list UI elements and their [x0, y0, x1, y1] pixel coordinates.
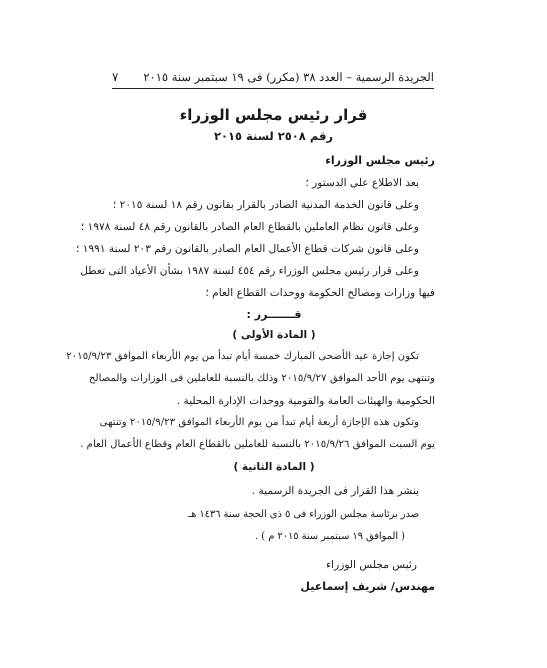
article1-line: الحكومية والهيئات العامة والقومية ووحدات الإدارة المحلية .: [176, 395, 435, 407]
preamble-line: وعلى قانون نظام العاملين بالقطاع العام الصادر بالقانون رقم ٤٨ لسنة ١٩٧٨ ؛: [80, 221, 419, 233]
article1-line: يوم السبت الموافق ٢٠١٥/٩/٢٦ بالنسبة للعاملين بالقطاع العام وقطاع الأعمال العام .: [80, 439, 435, 450]
article2-line: ينشر هذا القرار فى الجريدة الرسمية .: [251, 485, 419, 497]
issued-date: ( الموافق ١٩ سبتمبر سنة ٢٠١٥ م ) .: [255, 531, 405, 542]
decree-number: رقم ٢٥٠٨ لسنة ٢٠١٥: [213, 129, 334, 143]
page-number: ٧: [112, 70, 119, 84]
issuer-heading: رئيس مجلس الوزراء: [325, 154, 435, 167]
signature-name: مهندس/ شريف إسماعيل: [300, 580, 435, 593]
article1-line: تكون إجازة عيد الأضحى المبارك خمسة أيام تبدأ من يوم الأربعاء الموافق ٢٠١٥/٩/٢٣: [66, 351, 419, 362]
preamble-line: وعلى قرار رئيس مجلس الوزراء رقم ٤٥٤ لسنة ١٩٨٧ بشأن الأعياد التى تعطل: [80, 265, 419, 277]
header-rule: [112, 88, 434, 89]
preamble-line: وعلى قانون الخدمة المدنية الصادر بالقرار بقانون رقم ١٨ لسنة ٢٠١٥ ؛: [112, 199, 419, 211]
article1-line: وتنتهى يوم الأحد الموافق ٢٠١٥/٩/٢٧ وذلك بالنسبة للعاملين فى الوزارات والمصالح: [88, 373, 435, 384]
article1-line: وتكون هذه الإجازة أربعة أيام تبدأ من يوم الأربعاء الموافق ٢٠١٥/٩/٢٣ وتنتهى: [99, 417, 419, 428]
article1-heading: ( المادة الأولى ): [232, 329, 316, 341]
decree-title: قرار رئيس مجلس الوزراء: [179, 106, 368, 124]
preamble-line: بعد الاطلاع على الدستور ؛: [305, 177, 419, 189]
article2-heading: ( المادة الثانية ): [233, 461, 315, 473]
preamble-line: وعلى قانون شركات قطاع الأعمال العام الصادر بالقانون رقم ٢٠٣ لسنة ١٩٩١ ؛: [76, 243, 419, 255]
page-header: [112, 66, 434, 88]
signature-role: رئيس مجلس الوزراء: [326, 559, 417, 571]
header-text: الجريدة الرسمية – العدد ٣٨ (مكرر) فى ١٩ سبتمبر سنة ٢٠١٥: [143, 70, 434, 84]
issued-line: صدر برئاسة مجلس الوزراء فى ٥ ذى الحجة سنة ١٤٣٦ هـ: [188, 509, 419, 520]
preamble-line: فيها وزارات ومصالح الحكومة ووحدات القطاع العام ؛: [205, 287, 435, 299]
decision-word: قـــــــرر :: [246, 308, 302, 321]
